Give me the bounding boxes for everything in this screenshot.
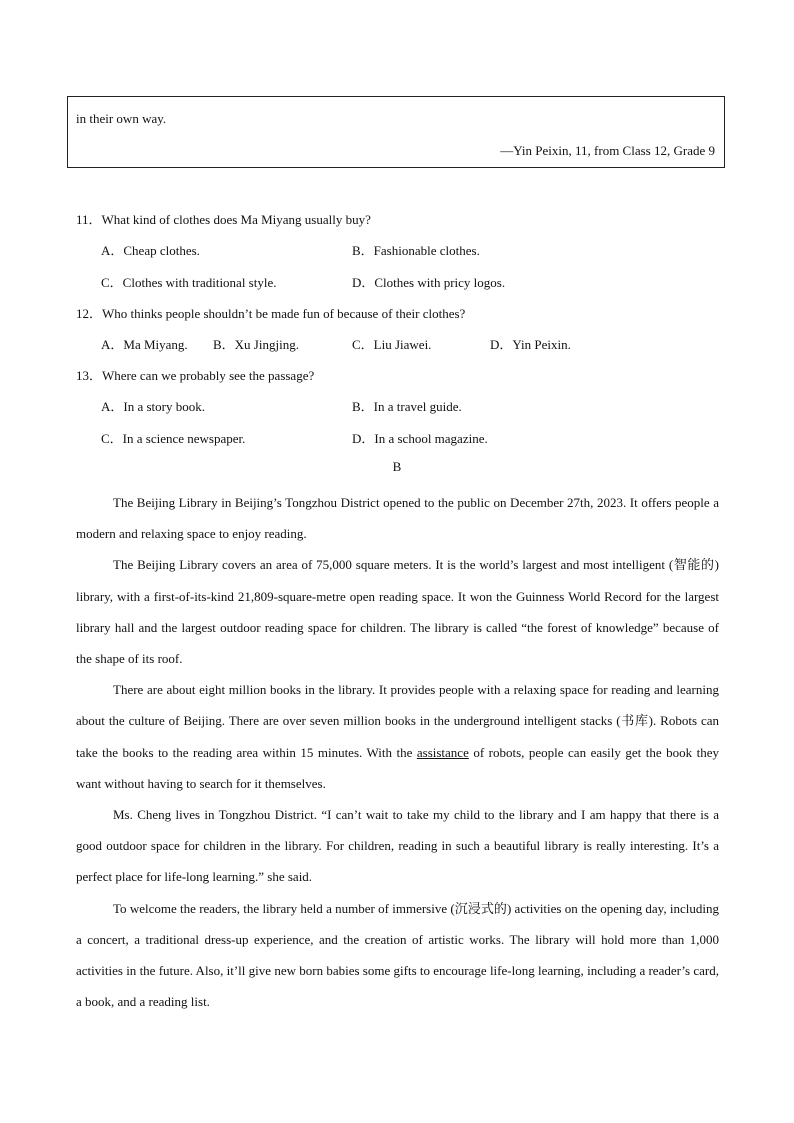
q12-option-c: C．Liu Jiawei. [352,337,432,352]
question-number: 11． [76,212,102,227]
q11-option-a: A．Cheap clothes. [101,243,200,258]
passage-paragraph-2: The Beijing Library covers an area of 75,000 square meters. It is the world’s largest and most intelligent (智能的) library, with a first-of-its-kind 21,809-square-metre open reading space. It won the Guinness World Record for the largest library hall and the largest outdoor reading space for children. The library is called “the forest of knowledge” because of the shape of its roof. [76,557,719,667]
section-heading: B [392,459,402,474]
question-11 [76,209,371,228]
quote-box-text: in their own way. [76,111,167,126]
paragraph-text: of robots, people can easily get the book they want without having to search for it themselves. [76,744,719,791]
passage-paragraph-5: To welcome the readers, the library held a number of immersive (沉浸式的) activities on the opening day, including a concert, a traditional dress-up experience, and the creation of artistic works. The library will hold more than 1,000 activities in the future. Also, it’ll give new born babies some gifts to encourage life-long learning, including a reader’s card, a book, and a reading list. [76,900,719,1010]
question-number: 12． [76,306,103,321]
reading-passage [76,487,719,1017]
q11-option-b: B．Fashionable clothes. [352,243,480,258]
question-number: 13． [76,368,103,383]
q13-option-c: C．In a science newspaper. [101,431,246,446]
quote-signature: —Yin Peixin, 11, from Class 12, Grade 9 [500,143,715,158]
quote-box [67,96,725,168]
passage-paragraph-1: The Beijing Library in Beijing’s Tongzhou District opened to the public on December 27th, 2023. It offers people a modern and relaxing space to enjoy reading. [76,495,719,542]
question-text: What kind of clothes does Ma Miyang usually buy? [101,212,371,227]
passage-paragraph-3 [76,674,719,799]
paragraph-text: There are about eight million books in the library. It provides people with a relaxing space for reading and learning about the culture of Beijing. There are over seven million books in the underground intelligent stacks (书库). Robots can take the books to the reading area within 15 minutes. With the [76,682,719,760]
question-text: Who thinks people shouldn’t be made fun of because of their clothes? [102,306,466,321]
q12-option-a: A．Ma Miyang. [101,337,188,352]
q12-option-d: D．Yin Peixin. [490,337,571,352]
q13-option-b: B．In a travel guide. [352,399,462,414]
q13-option-a: A．In a story book. [101,399,205,414]
q12-option-b: B．Xu Jingjing. [213,337,299,352]
q11-option-d: D．Clothes with pricy logos. [352,275,506,290]
passage-paragraph-4: Ms. Cheng lives in Tongzhou District. “I can’t wait to take my child to the library and I am happy that there is a good outdoor space for children in the library. For children, reading in such a beautiful library is really interesting. It’s a perfect place for life-long learning.” she said. [76,807,719,885]
question-text: Where can we probably see the passage? [102,368,315,383]
underlined-word: assistance [416,744,469,760]
question-13 [76,365,314,384]
q11-option-c: C．Clothes with traditional style. [101,275,277,290]
question-12 [76,303,465,322]
q13-option-d: D．In a school magazine. [352,431,488,446]
